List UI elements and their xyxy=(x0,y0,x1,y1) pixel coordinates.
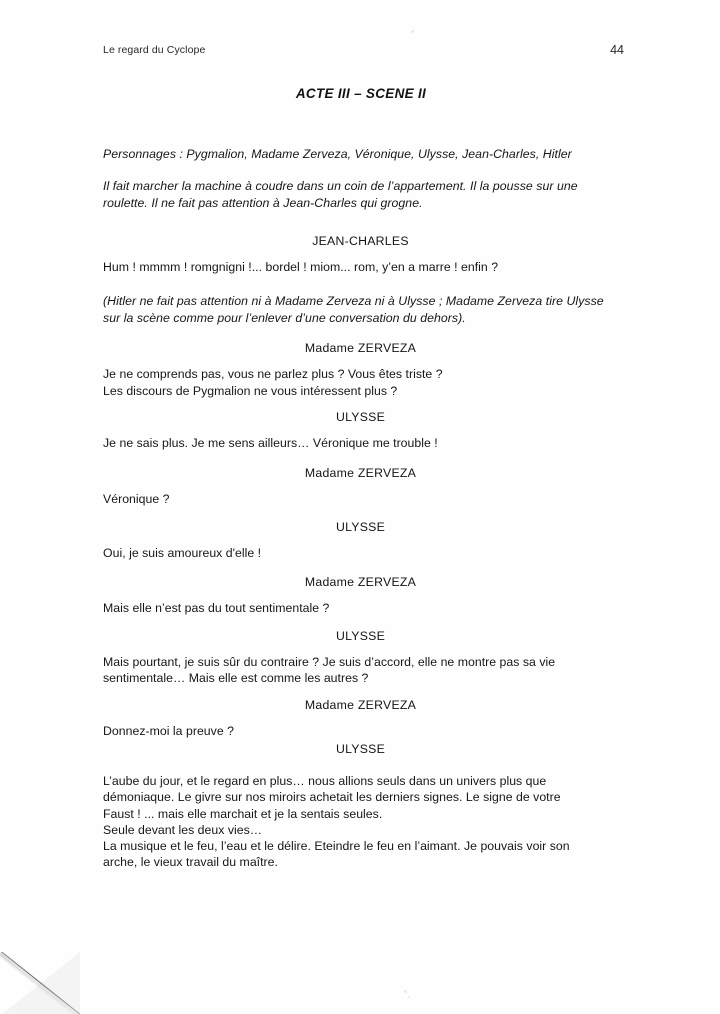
dialogue-line: Je ne sais plus. Je me sens ailleurs… Véronique me trouble ! xyxy=(103,435,438,450)
scan-speckle xyxy=(404,990,407,993)
dialogue-line: Oui, je suis amoureux d'elle ! xyxy=(103,546,262,561)
scene-title: ACTE III – SCENE II xyxy=(295,86,427,101)
dialogue-line: Les discours de Pygmalion ne vous intéressent plus ? xyxy=(103,383,398,398)
dialogue-line: La musique et le feu, l’eau et le délire. Eteindre le feu en l’aimant. Je pouvais voir son xyxy=(103,839,570,854)
page-number: 44 xyxy=(610,43,624,57)
dialogue-line: Véronique ? xyxy=(103,492,170,507)
dialogue-line: arche, le vieux travail du maître. xyxy=(103,855,278,870)
speaker-name: ULYSSE xyxy=(335,629,386,644)
dialogue-line: Je ne comprends pas, vous ne parlez plus ? Vous êtes triste ? xyxy=(103,367,443,382)
dialogue-line: Donnez-moi la preuve ? xyxy=(103,723,234,738)
folded-corner-line xyxy=(0,952,80,1014)
dialogue-line: Seule devant les deux vies… xyxy=(103,822,263,837)
dialogue-line: Mais pourtant, je suis sûr du contraire ? Je suis d’accord, elle ne montre pas sa vie xyxy=(103,655,556,670)
speaker-name: Madame ZERVEZA xyxy=(304,466,417,481)
folded-corner-artifact xyxy=(0,952,80,1014)
speaker-name: JEAN-CHARLES xyxy=(312,234,409,248)
folded-corner-shadow xyxy=(0,952,80,1014)
dialogue-line: sentimentale… Mais elle est comme les autres ? xyxy=(103,671,369,686)
stage-direction: (Hitler ne fait pas attention ni à Madame Zerveza ni à Ulysse ; Madame Zerveza tire Ulysse sur la scène comme pour l’enlever d’une conversation du dehors). xyxy=(103,294,604,325)
folded-corner-fill xyxy=(2,952,80,1014)
dialogue-line: démoniaque. Le givre sur nos miroirs achetait les derniers signes. Le signe de votre xyxy=(103,790,561,805)
dialogue-line: L’aube du jour, et le regard en plus… nous allions seuls dans un univers plus que xyxy=(103,773,547,788)
speaker-name: Madame ZERVEZA xyxy=(304,574,417,589)
speaker-name: ULYSSE xyxy=(335,741,386,756)
scan-speckle xyxy=(408,996,410,998)
opening-stage-direction: Il fait marcher la machine à coudre dans un coin de l’appartement. Il la pousse sur une roulette. Il ne fait pas attention à Jean-Charles qui grogne. xyxy=(103,179,578,210)
speaker-name: Madame ZERVEZA xyxy=(304,697,417,712)
dialogue-line: Mais elle n’est pas du tout sentimentale ? xyxy=(103,600,330,615)
running-head: Le regard du Cyclope xyxy=(103,44,206,56)
speaker-name: ULYSSE xyxy=(335,520,386,535)
speaker-name: ULYSSE xyxy=(335,409,386,424)
cast-list: Personnages : Pygmalion, Madame Zerveza, Véronique, Ulysse, Jean-Charles, Hitler xyxy=(103,147,572,161)
dialogue-line: Hum ! mmmm ! romgnigni !... bordel ! miom... rom, y’en a marre ! enfin ? xyxy=(103,260,499,274)
scan-speckle xyxy=(411,30,414,33)
dialogue-line: Faust ! ... mais elle marchait et je la sentais seules. xyxy=(103,806,383,821)
text-column xyxy=(103,146,618,871)
speaker-name: Madame ZERVEZA xyxy=(304,341,417,356)
